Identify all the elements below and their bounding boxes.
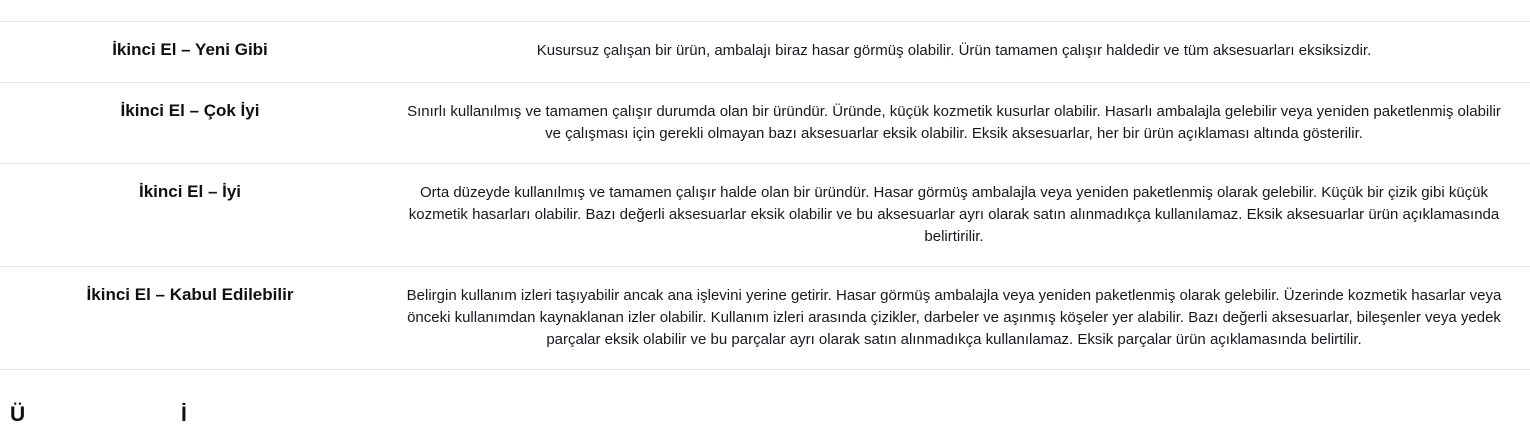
condition-name-like-new: İkinci El – Yeni Gibi xyxy=(112,40,268,59)
table-row-very-good xyxy=(0,82,1530,163)
condition-name-good: İkinci El – İyi xyxy=(138,182,242,201)
condition-table xyxy=(0,21,1530,370)
clipped-heading-fragment: Ü xyxy=(10,403,26,426)
condition-description-good: Orta düzeyde kullanılmış ve tamamen çalışır halde olan bir üründür. Hasar görmüş ambalajla veya yeniden paketlenmiş olarak gelebilir. Küçük bir çizik gibi küçük kozmetik hasarları olabilir. Bazı değerli aksesuarlar eksik olabilir ve bu aksesuarlar ayrı olarak satın alınmadıkça kullanılamaz. Eksik aksesuarlar ürün açıklamasında belirtirilir. xyxy=(408,184,1500,245)
clipped-next-section-heading xyxy=(0,403,1530,426)
clipped-heading-fragment: İ xyxy=(181,403,187,426)
table-row-acceptable xyxy=(0,266,1530,370)
condition-description-like-new: Kusursuz çalışan bir ürün, ambalajı biraz hasar görmüş olabilir. Ürün tamamen çalışır haldedir ve tüm aksesuarları eksiksizdir. xyxy=(536,42,1372,59)
table-row-good xyxy=(0,163,1530,266)
condition-description-very-good: Sınırlı kullanılmış ve tamamen çalışır durumda olan bir üründür. Üründe, küçük kozmetik kusurlar olabilir. Hasarlı ambalajla gelebilir veya yeniden paketlenmiş olabilir ve çalışması için gerekli olmayan bazı aksesuarlar eksik olabilir. Eksik aksesuarlar, her bir ürün açıklaması altında gösterilir. xyxy=(407,103,1501,142)
condition-name-very-good: İkinci El – Çok İyi xyxy=(120,101,260,120)
table-row-like-new xyxy=(0,21,1530,82)
condition-description-acceptable: Belirgin kullanım izleri taşıyabilir ancak ana işlevini yerine getirir. Hasar görmüş ambalajla veya yeniden paketlenmiş olarak gelebilir. Üzerinde kozmetik hasarlar veya önceki kullanımdan kaynaklanan izler olabilir. Kullanım izleri arasında çizikler, darbeler ve aşınmış köşeler yer alabilir. Bazı değerli aksesuarlar, bileşenler veya yedek parçalar eksik olabilir ve bu parçalar ayrı olarak satın alınmadıkça kullanılamaz. Eksik parçalar ürün açıklamasında belirtilir. xyxy=(406,287,1502,348)
condition-name-acceptable: İkinci El – Kabul Edilebilir xyxy=(86,285,294,304)
